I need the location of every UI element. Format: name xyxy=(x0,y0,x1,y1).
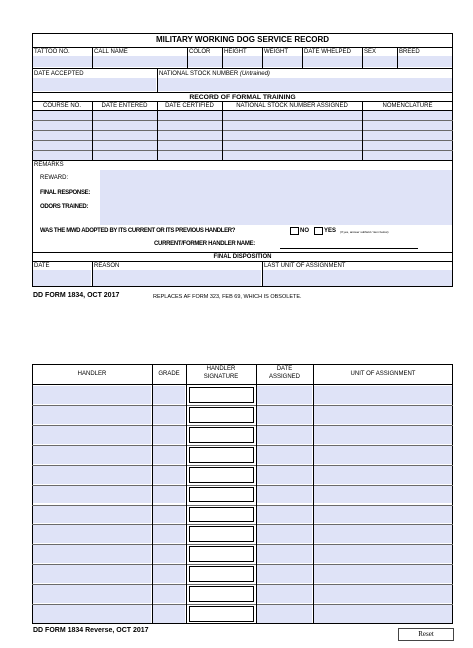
breed-field[interactable] xyxy=(398,56,452,67)
training-row-1[interactable] xyxy=(33,111,452,120)
divider xyxy=(313,364,314,624)
divider xyxy=(302,47,303,68)
divider xyxy=(222,47,223,68)
divider xyxy=(32,120,453,121)
last-unit-field[interactable] xyxy=(263,270,452,286)
grade-field[interactable] xyxy=(153,585,185,603)
handler-signature-field[interactable] xyxy=(189,447,254,463)
divider xyxy=(186,364,187,624)
divider xyxy=(32,425,453,426)
divider xyxy=(32,160,453,161)
divider xyxy=(32,68,453,69)
grade-field[interactable] xyxy=(153,466,185,484)
reward-field[interactable] xyxy=(100,170,452,225)
divider xyxy=(92,261,93,287)
reset-button[interactable]: Reset xyxy=(398,628,454,641)
divider xyxy=(32,405,453,406)
nsn-assigned-header: NATIONAL STOCK NUMBER ASSIGNED xyxy=(236,103,348,109)
call-name-field[interactable] xyxy=(93,56,187,67)
date-certified-header: DATE CERTIFIED xyxy=(165,103,214,109)
divider xyxy=(222,101,223,160)
date-assigned-field[interactable] xyxy=(257,585,312,603)
unit-of-assignment-field[interactable] xyxy=(314,605,452,623)
date-assigned-field[interactable] xyxy=(257,486,312,504)
nsn-note: (Untrained) xyxy=(239,71,270,77)
date-assigned-field[interactable] xyxy=(257,406,312,424)
handler-field[interactable] xyxy=(33,486,151,504)
final-response-label: FINAL RESPONSE: xyxy=(40,190,91,196)
unit-header: UNIT OF ASSIGNMENT xyxy=(350,371,416,377)
odors-trained-label: ODORS TRAINED: xyxy=(40,204,89,210)
form-id-front: DD FORM 1834, OCT 2017 xyxy=(33,292,120,299)
handler-signature-field[interactable] xyxy=(189,467,254,483)
last-unit-label: LAST UNIT OF ASSIGNMENT xyxy=(264,263,346,269)
grade-field[interactable] xyxy=(153,545,185,563)
date-assigned-field[interactable] xyxy=(257,565,312,583)
unit-of-assignment-field[interactable] xyxy=(314,466,452,484)
date-assigned-header-2: ASSIGNED xyxy=(268,374,300,380)
divider xyxy=(32,384,453,385)
replaces-note: REPLACES AF FORM 323, FEB 69, WHICH IS OBSOLETE. xyxy=(153,294,302,300)
tattoo-no-label: TATTOO NO. xyxy=(34,49,70,55)
handler-signature-field[interactable] xyxy=(189,586,254,602)
height-field[interactable] xyxy=(223,56,262,67)
divider xyxy=(262,47,263,68)
tattoo-no-field[interactable] xyxy=(33,56,92,67)
unit-of-assignment-field[interactable] xyxy=(314,486,452,504)
date-whelped-label: DATE WHELPED xyxy=(304,49,351,55)
divider xyxy=(187,47,188,68)
height-label: HEIGHT xyxy=(224,49,247,55)
unit-of-assignment-field[interactable] xyxy=(314,525,452,543)
date-assigned-field[interactable] xyxy=(257,605,312,623)
handler-signature-field[interactable] xyxy=(189,387,254,403)
disposition-reason-field[interactable] xyxy=(93,270,261,286)
nsn-label-group xyxy=(157,70,357,79)
call-name-label: CALL NAME xyxy=(94,49,128,55)
date-assigned-field[interactable] xyxy=(257,545,312,563)
handler-field[interactable] xyxy=(33,406,151,424)
divider xyxy=(32,505,453,506)
divider xyxy=(32,544,453,545)
yes-label: YES xyxy=(324,228,337,234)
nsn-untrained-field[interactable] xyxy=(158,78,452,91)
training-row-3[interactable] xyxy=(33,131,452,140)
disposition-date-label: DATE xyxy=(34,263,50,269)
divider xyxy=(256,364,257,624)
handler-signature-field[interactable] xyxy=(189,546,254,562)
grade-field[interactable] xyxy=(153,565,185,583)
form-id-reverse: DD FORM 1834 Reverse, OCT 2017 xyxy=(33,627,149,634)
grade-field[interactable] xyxy=(153,605,185,623)
training-title: RECORD OF FORMAL TRAINING xyxy=(189,94,296,101)
grade-field[interactable] xyxy=(153,486,185,504)
handler-field[interactable] xyxy=(33,585,151,603)
adopted-question: WAS THE MWD ADOPTED BY ITS CURRENT OR ITS PREVIOUS HANDLER? xyxy=(40,228,236,234)
date-assigned-field[interactable] xyxy=(257,506,312,524)
no-label: NO xyxy=(300,228,309,234)
training-row-5[interactable] xyxy=(33,151,452,160)
date-assigned-field[interactable] xyxy=(257,446,312,464)
date-assigned-field[interactable] xyxy=(257,466,312,484)
divider xyxy=(32,140,453,141)
handler-field[interactable] xyxy=(33,565,151,583)
unit-of-assignment-field[interactable] xyxy=(314,585,452,603)
grade-header: GRADE xyxy=(158,371,180,377)
divider xyxy=(32,150,453,151)
grade-field[interactable] xyxy=(153,506,185,524)
unit-of-assignment-field[interactable] xyxy=(314,545,452,563)
weight-label: WEIGHT xyxy=(264,49,288,55)
sex-label: SEX xyxy=(364,49,377,55)
date-assigned-field[interactable] xyxy=(257,426,312,444)
final-disposition-title: FINAL DISPOSITION xyxy=(213,254,272,260)
disposition-reason-label: REASON xyxy=(94,263,120,269)
divider xyxy=(157,68,158,92)
date-accepted-label: DATE ACCEPTED xyxy=(34,71,84,77)
handler-field[interactable] xyxy=(33,446,151,464)
divider xyxy=(32,564,453,565)
reward-label: REWARD: xyxy=(40,175,69,181)
divider xyxy=(92,101,93,160)
signature-header-2: SIGNATURE xyxy=(203,374,239,380)
handler-signature-field[interactable] xyxy=(189,407,254,423)
unit-of-assignment-field[interactable] xyxy=(314,386,452,404)
handler-header: HANDLER xyxy=(77,371,107,377)
divider xyxy=(32,584,453,585)
date-entered-header: DATE ENTERED xyxy=(101,103,148,109)
divider xyxy=(262,261,263,287)
course-no-header: COURSE NO. xyxy=(42,103,81,109)
remarks-label: REMARKS xyxy=(34,162,64,168)
grade-field[interactable] xyxy=(153,426,185,444)
unit-of-assignment-field[interactable] xyxy=(314,426,452,444)
date-assigned-field[interactable] xyxy=(257,386,312,404)
sex-field[interactable] xyxy=(363,56,397,67)
handler-field[interactable] xyxy=(33,545,151,563)
divider xyxy=(362,47,363,68)
date-whelped-field[interactable] xyxy=(303,56,362,67)
handler-signature-field[interactable] xyxy=(189,427,254,443)
unit-of-assignment-field[interactable] xyxy=(314,446,452,464)
disposition-date-field[interactable] xyxy=(33,270,91,286)
divider xyxy=(32,524,453,525)
date-assigned-field[interactable] xyxy=(257,525,312,543)
divider xyxy=(92,47,93,68)
handler-field[interactable] xyxy=(33,506,151,524)
breed-label: BREED xyxy=(399,49,420,55)
nsn-label: NATIONAL STOCK NUMBER xyxy=(159,71,239,77)
divider xyxy=(32,445,453,446)
divider xyxy=(157,101,158,160)
divider xyxy=(32,465,453,466)
handler-signature-field[interactable] xyxy=(189,526,254,542)
grade-field[interactable] xyxy=(153,446,185,464)
divider xyxy=(152,364,153,624)
handler-signature-field[interactable] xyxy=(189,606,254,622)
unit-of-assignment-field[interactable] xyxy=(314,565,452,583)
handler-signature-field[interactable] xyxy=(189,507,254,523)
divider xyxy=(32,130,453,131)
grade-field[interactable] xyxy=(153,525,185,543)
handler-field[interactable] xyxy=(33,386,151,404)
grade-field[interactable] xyxy=(153,406,185,424)
grade-field[interactable] xyxy=(153,386,185,404)
unit-of-assignment-field[interactable] xyxy=(314,406,452,424)
training-row-2[interactable] xyxy=(33,121,452,130)
handler-name-label: CURRENT/FORMER HANDLER NAME: xyxy=(154,241,255,247)
nomenclature-header: NOMENCLATURE xyxy=(382,103,433,109)
divider xyxy=(362,101,363,160)
handler-field[interactable] xyxy=(33,466,151,484)
signature-header-1: HANDLER xyxy=(206,366,236,372)
weight-field[interactable] xyxy=(263,56,302,67)
handler-field[interactable] xyxy=(33,605,151,623)
divider xyxy=(32,485,453,486)
date-accepted-field[interactable] xyxy=(33,78,156,91)
handler-name-field[interactable] xyxy=(280,248,418,249)
form-title: MILITARY WORKING DOG SERVICE RECORD xyxy=(155,35,330,44)
yes-note: (If yes, answer subfield / item below) xyxy=(340,230,389,234)
unit-of-assignment-field[interactable] xyxy=(314,506,452,524)
handler-field[interactable] xyxy=(33,426,151,444)
handler-field[interactable] xyxy=(33,525,151,543)
color-label: COLOR xyxy=(189,49,211,55)
color-field[interactable] xyxy=(188,56,222,67)
handler-signature-field[interactable] xyxy=(189,566,254,582)
handler-signature-field[interactable] xyxy=(189,487,254,503)
date-assigned-header-1: DATE xyxy=(276,366,293,372)
divider xyxy=(32,604,453,605)
training-row-4[interactable] xyxy=(33,141,452,150)
divider xyxy=(397,47,398,68)
